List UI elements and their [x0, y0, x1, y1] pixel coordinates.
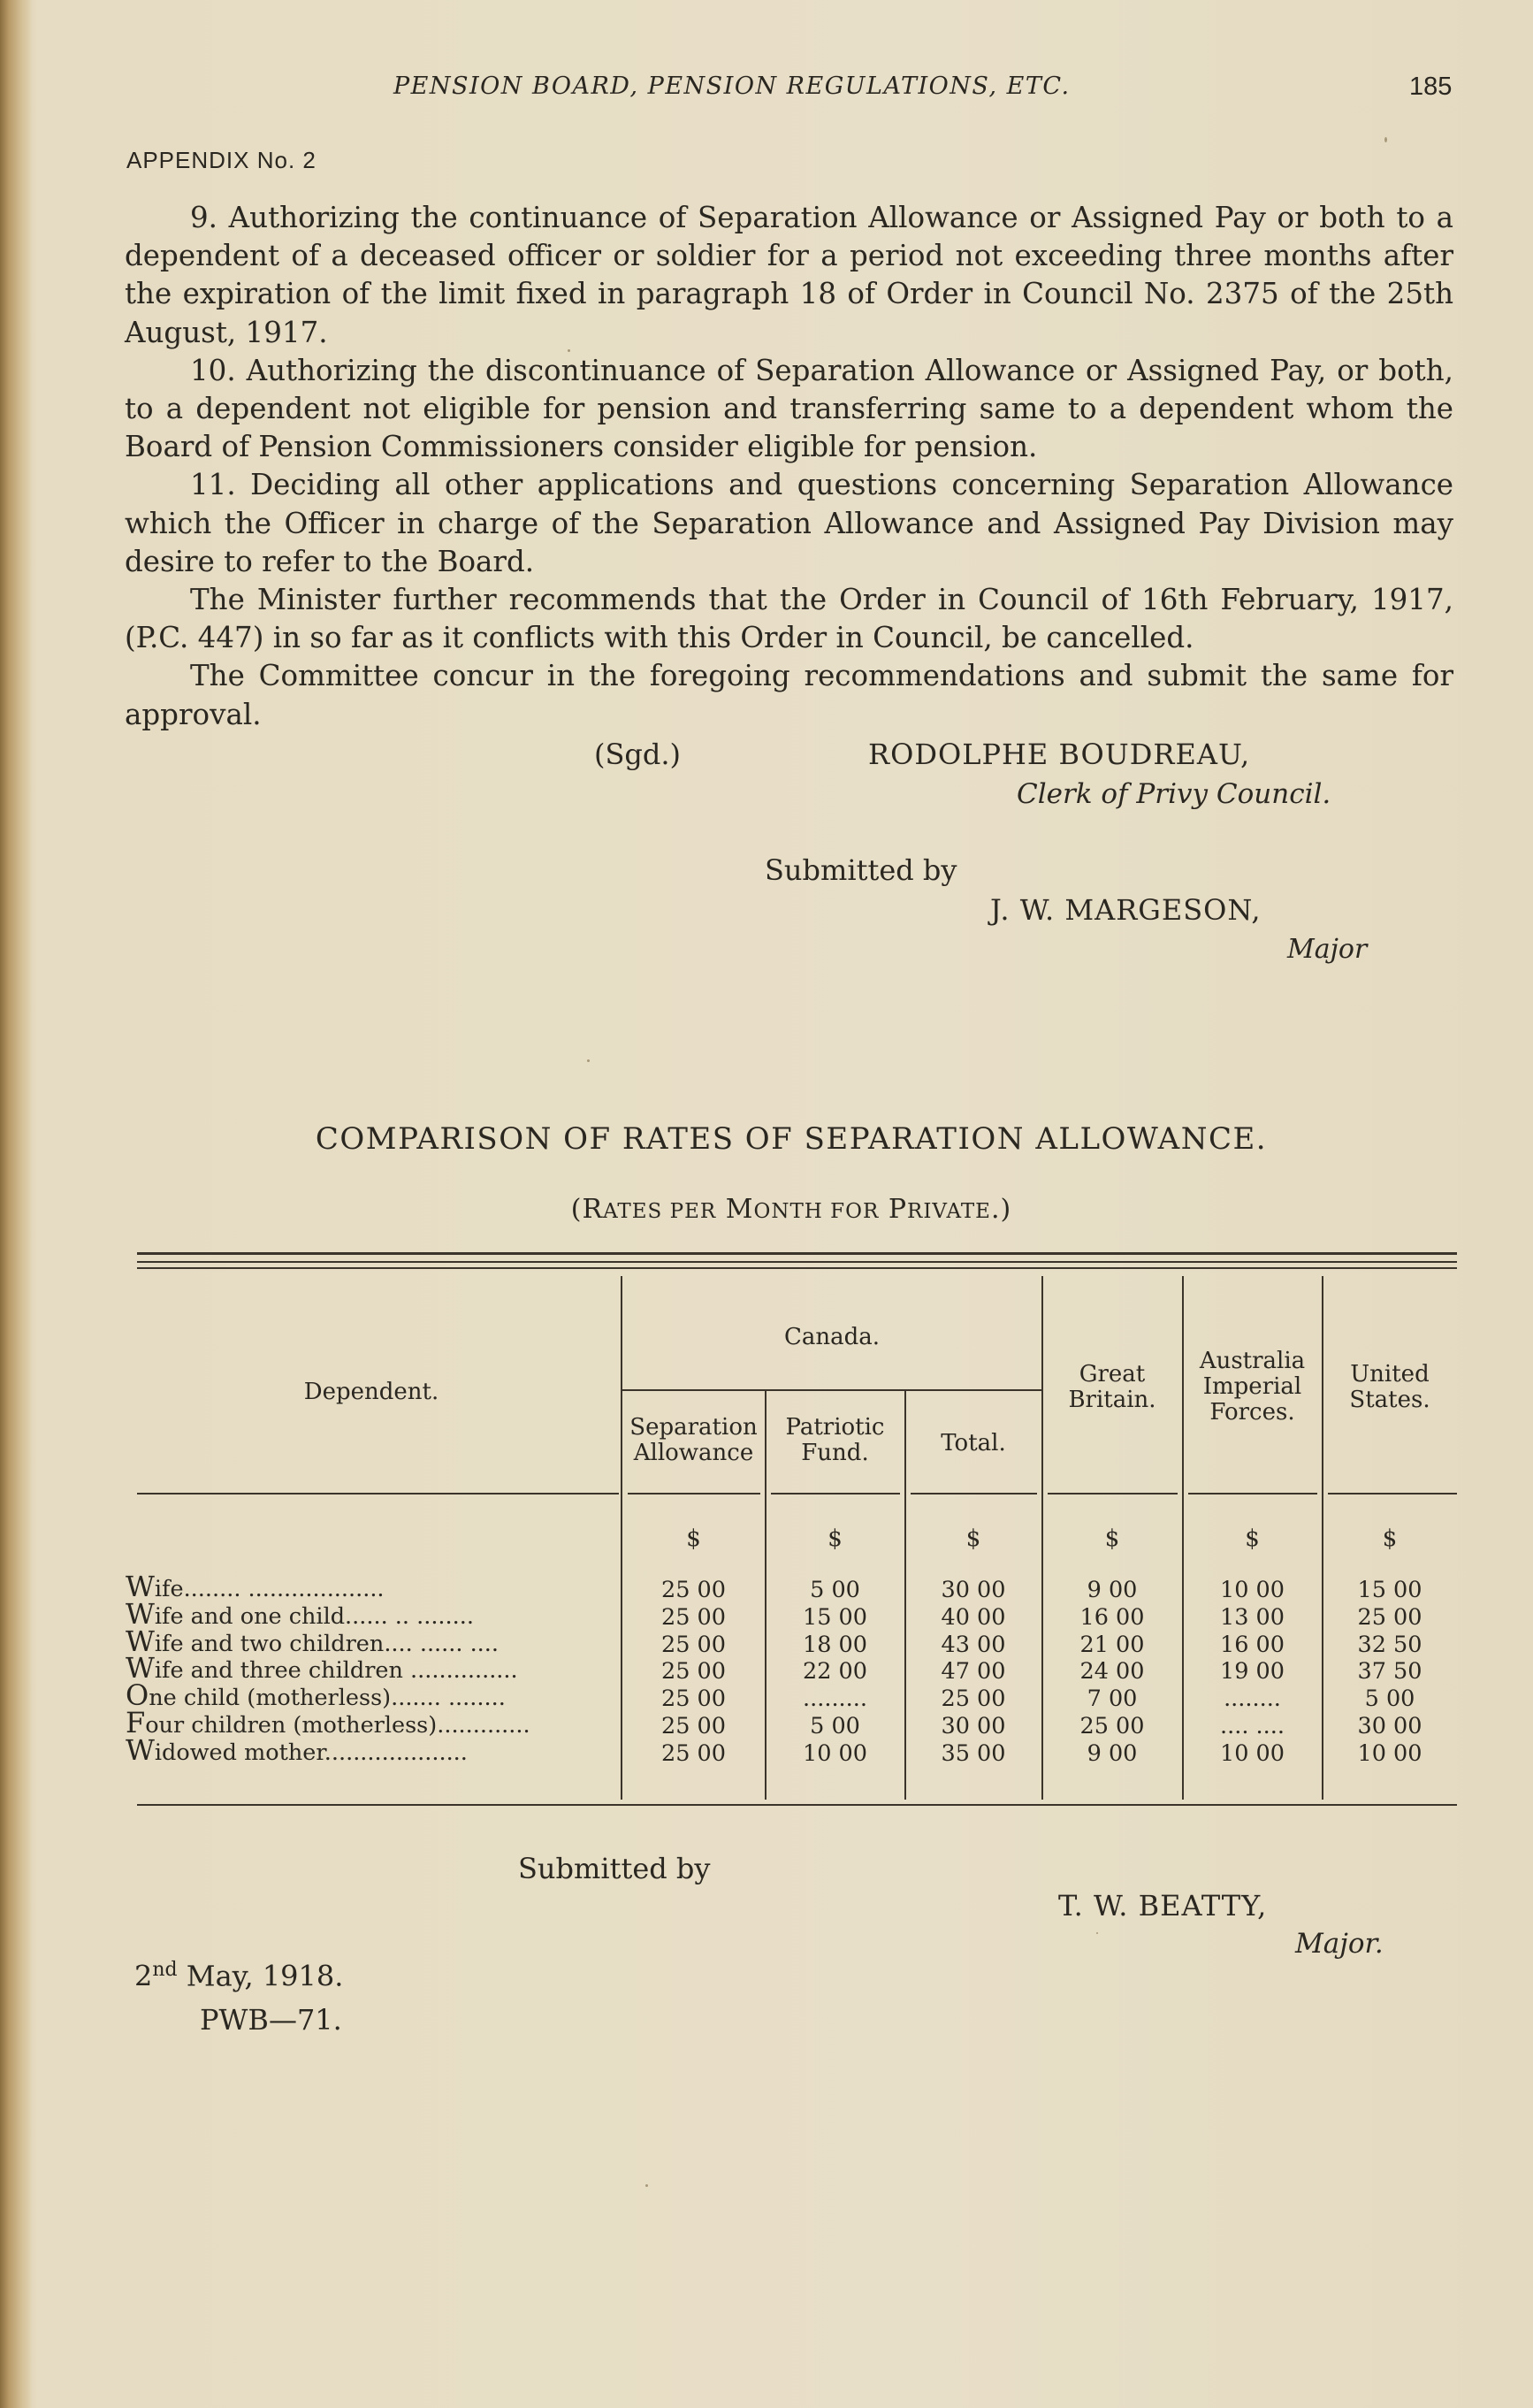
submitted-by-2: Submitted by — [518, 1852, 711, 1885]
paper-speck — [587, 1059, 590, 1062]
running-head: PENSION BOARD, PENSION REGULATIONS, ETC. — [393, 73, 1071, 100]
table-cell-great-britain: 21 00 — [1079, 1631, 1145, 1658]
table-cell-patriotic-fund: ......... — [803, 1686, 867, 1713]
currency-symbol: $ — [1245, 1525, 1260, 1552]
table-cell-united-states: 30 00 — [1357, 1713, 1422, 1739]
paragraph-10: 10. Authorizing the discontinuance of Separation Allowance or Assigned Pay, or both, to a dependent not eligible for pension and transferring same to a dependent whom the Board of Pension Commissioners consider eligible for pension. — [125, 353, 1453, 464]
table-cell-great-britain: 16 00 — [1079, 1603, 1145, 1631]
page-number: 185 — [1409, 73, 1453, 101]
table-cell-australia: 16 00 — [1219, 1631, 1285, 1658]
header-dependent: Dependent. — [303, 1379, 439, 1405]
table-cell-total: 25 00 — [941, 1686, 1006, 1713]
table-cell-australia: 19 00 — [1219, 1658, 1285, 1686]
header-bottom-rule — [628, 1493, 760, 1494]
currency-symbol: $ — [1104, 1525, 1120, 1552]
header-bottom-rule — [911, 1493, 1037, 1494]
currency-symbol: $ — [1382, 1525, 1398, 1552]
header-separation-allowance: Separation Allowance — [629, 1414, 758, 1466]
paragraph-committee: The Committee concur in the foregoing recommendations and submit the same for approval. — [125, 659, 1453, 731]
table-cell-separation-allowance: 25 00 — [660, 1686, 726, 1713]
table-cell-patriotic-fund: 10 00 — [802, 1739, 867, 1767]
appendix-label: APPENDIX No. 2 — [126, 147, 317, 173]
table-cell-total: 40 00 — [941, 1603, 1006, 1631]
major-name-1: J. W. MARGESON, — [990, 893, 1262, 927]
paper-speck — [568, 349, 570, 352]
table-cell-united-states: 32 50 — [1357, 1631, 1422, 1658]
table-row-dependent: Wife and two children.... ...... .... — [126, 1627, 500, 1658]
table-cell-separation-allowance: 25 00 — [660, 1713, 726, 1739]
table-cell-separation-allowance: 25 00 — [660, 1631, 726, 1658]
currency-symbol: $ — [965, 1525, 981, 1552]
table-cell-united-states: 37 50 — [1357, 1658, 1422, 1686]
table-cell-patriotic-fund: 22 00 — [802, 1658, 867, 1686]
table-cell-separation-allowance: 25 00 — [660, 1577, 726, 1603]
table-row-dependent: Wife........ ................... — [126, 1573, 385, 1603]
table-cell-australia: 10 00 — [1219, 1577, 1285, 1603]
header-total: Total. — [941, 1430, 1006, 1456]
major-name-2: T. W. BEATTY, — [1058, 1889, 1268, 1923]
major-title-2: Major. — [1295, 1928, 1384, 1960]
file-reference: PWB—71. — [200, 2003, 342, 2037]
table-row-dependent: Wife and three children ............... — [126, 1655, 518, 1686]
table-title: COMPARISON OF RATES OF SEPARATION ALLOWANCE. — [315, 1121, 1268, 1157]
table-top-rule-thick — [137, 1252, 1457, 1255]
header-bottom-rule — [1328, 1493, 1457, 1494]
currency-symbol: $ — [828, 1525, 843, 1552]
table-cell-united-states: 15 00 — [1357, 1577, 1422, 1603]
header-canada: Canada. — [783, 1324, 881, 1350]
table-cell-separation-allowance: 25 00 — [660, 1739, 726, 1767]
table-top-rule-thin — [137, 1261, 1457, 1263]
table-row-dependent: Wife and one child...... .. ........ — [126, 1600, 474, 1631]
table-cell-united-states: 25 00 — [1357, 1603, 1422, 1631]
header-bottom-rule — [771, 1493, 900, 1494]
paragraph-11: 11. Deciding all other applications and questions concerning Separation Allowance which the Officer in charge of the Separation Allowance and Assigned Pay Division may desire to refer to the Board. — [125, 468, 1453, 578]
header-bottom-rule — [1188, 1493, 1317, 1494]
major-title-1: Major — [1287, 934, 1368, 965]
table-cell-patriotic-fund: 15 00 — [802, 1603, 867, 1631]
table-cell-patriotic-fund: 5 00 — [810, 1713, 860, 1739]
table-cell-united-states: 5 00 — [1364, 1686, 1415, 1713]
table-row-dependent: Widowed mother.................... — [126, 1736, 468, 1767]
table-top-rule-thin-2 — [137, 1267, 1457, 1269]
header-great-britain: Great Britain. — [1068, 1361, 1156, 1413]
table-cell-patriotic-fund: 18 00 — [802, 1631, 867, 1658]
currency-symbol: $ — [686, 1525, 701, 1552]
table-cell-great-britain: 9 00 — [1087, 1739, 1138, 1767]
table-cell-total: 35 00 — [941, 1739, 1006, 1767]
table-row-dependent: Four children (motherless)............. — [126, 1709, 530, 1739]
clerk-name: RODOLPHE BOUDREAU, — [868, 738, 1251, 771]
signed-mark: (Sgd.) — [594, 738, 682, 771]
table-cell-great-britain: 7 00 — [1087, 1686, 1138, 1713]
table-cell-total: 47 00 — [941, 1658, 1006, 1686]
table-cell-united-states: 10 00 — [1357, 1739, 1422, 1767]
table-row-dependent: One child (motherless)....... ........ — [126, 1682, 506, 1712]
canada-subheader-rule — [622, 1389, 1041, 1391]
body-text — [125, 199, 1453, 734]
header-united-states: United States. — [1349, 1361, 1430, 1413]
table-cell-total: 30 00 — [941, 1577, 1006, 1603]
paper-speck — [645, 2184, 648, 2187]
document-date: 2nd May, 1918. — [134, 1959, 344, 1993]
paragraph-9: 9. Authorizing the continuance of Separation Allowance or Assigned Pay or both to a dependent of a deceased officer or soldier for a period not exceeding three months after the expiration of the limit fixed in paragraph 18 of Order in Council No. 2375 of the 25th August, 1917. — [125, 201, 1453, 349]
table-cell-australia: 13 00 — [1219, 1603, 1285, 1631]
header-australia: Australia Imperial Forces. — [1199, 1348, 1306, 1426]
table-bottom-rule — [137, 1804, 1457, 1806]
paper-speck — [1384, 137, 1387, 142]
table-cell-australia: 10 00 — [1219, 1739, 1285, 1767]
table-cell-australia: .... .... — [1220, 1713, 1285, 1739]
table-cell-separation-allowance: 25 00 — [660, 1658, 726, 1686]
table-cell-great-britain: 25 00 — [1079, 1713, 1145, 1739]
header-bottom-rule — [137, 1493, 619, 1494]
table-subtitle: (RATES PER MONTH FOR PRIVATE.) — [570, 1194, 1012, 1225]
table-cell-separation-allowance: 25 00 — [660, 1603, 726, 1631]
table-cell-australia: ........ — [1224, 1686, 1281, 1713]
clerk-title: Clerk of Privy Council. — [1017, 778, 1331, 810]
table-cell-patriotic-fund: 5 00 — [810, 1577, 860, 1603]
paragraph-minister: The Minister further recommends that the Order in Council of 16th February, 1917, (P.C. 447) in so far as it conflicts with this Order in Council, be cancelled. — [125, 583, 1453, 655]
header-bottom-rule — [1048, 1493, 1178, 1494]
submitted-by-1: Submitted by — [765, 853, 957, 887]
table-cell-great-britain: 24 00 — [1079, 1658, 1145, 1686]
paper-speck — [1096, 1932, 1098, 1934]
header-patriotic-fund: Patriotic Fund. — [785, 1414, 885, 1466]
table-cell-great-britain: 9 00 — [1087, 1577, 1138, 1603]
table-cell-total: 30 00 — [941, 1713, 1006, 1739]
table-cell-total: 43 00 — [941, 1631, 1006, 1658]
